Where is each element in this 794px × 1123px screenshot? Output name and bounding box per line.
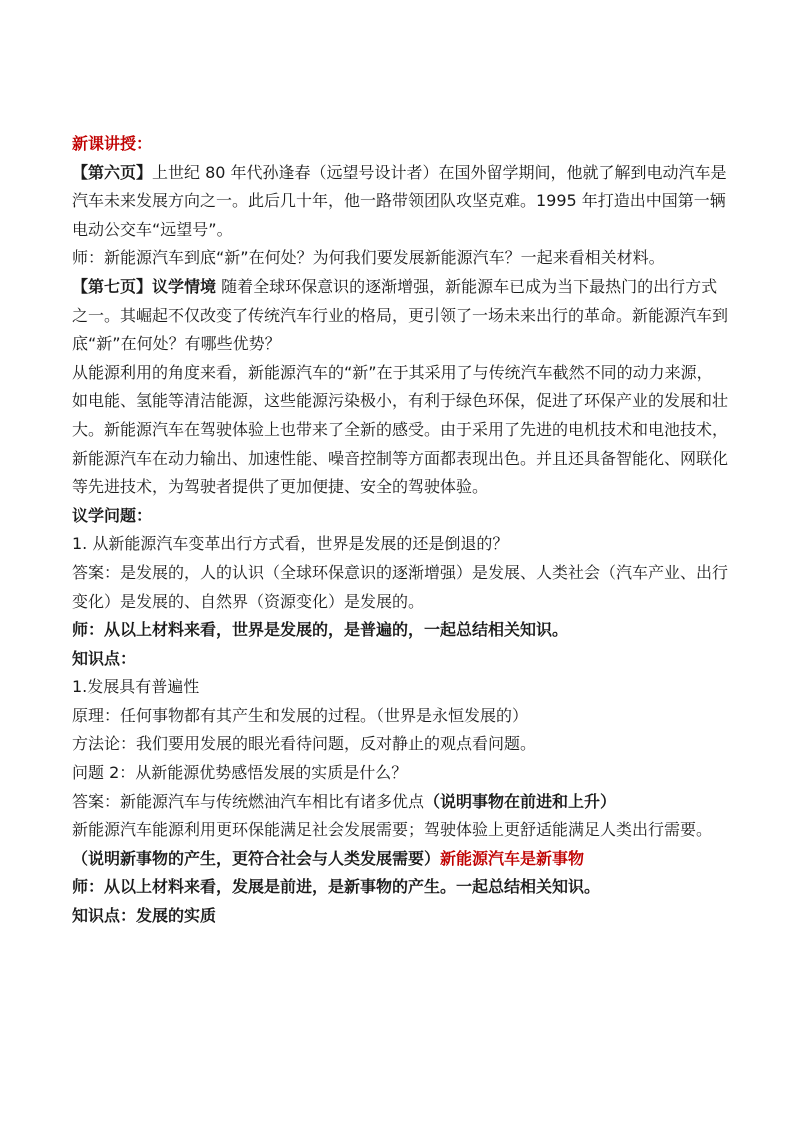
text-run: 【第六页】 [72, 162, 153, 182]
text-run: 如电能、氢能等清洁能源，这些能源污染极小，有利于绿色环保，促进了环保产业的发展和壮 [72, 391, 729, 411]
text-run: 电动公交车“远望号”。 [72, 219, 233, 239]
text-run: 之一。其崛起不仅改变了传统汽车行业的格局，更引领了一场未来出行的革命。新能源汽车到 [72, 305, 729, 325]
text-run: 汽车未来发展方向之一。此后几十年，他一路带领团队攻坚克难。1995 年打造出中国第一辆 [72, 191, 726, 211]
text-run: 变化）是发展的、自然界（资源变化）是发展的。 [72, 591, 425, 611]
text-line [72, 187, 734, 216]
text-line [72, 530, 734, 559]
text-run: 议学问题： [72, 505, 153, 525]
text-run: 等先进技术，为驾驶者提供了更加便捷、安全的驾驶体验。 [72, 477, 489, 497]
text-run: 问题 2：从新能源优势感悟发展的实质是什么？ [72, 763, 408, 783]
text-line [72, 502, 734, 531]
text-line [72, 816, 734, 845]
document-body [72, 159, 734, 931]
text-run: （说明事物在前进和上升） [424, 791, 617, 811]
text-run: 知识点：发展的实质 [72, 906, 217, 926]
text-run: 【第七页】议学情境 [72, 276, 217, 296]
text-run: 师：从以上材料来看，发展是前进，是新事物的产生。一起总结相关知识。 [72, 877, 601, 897]
text-line [72, 559, 734, 588]
text-line [72, 273, 734, 302]
section-title: 新课讲授： [72, 134, 153, 153]
text-line [72, 244, 734, 273]
text-line [72, 902, 734, 931]
text-line [72, 445, 734, 474]
text-run: 方法论：我们要用发展的眼光看待问题，反对静止的观点看问题。 [72, 734, 537, 754]
text-line [72, 702, 734, 731]
text-run: 从能源利用的角度来看，新能源汽车的“新”在于其采用了与传统汽车截然不同的动力来源， [72, 362, 713, 382]
text-line [72, 873, 734, 902]
text-run: 答案：是发展的，人的认识（全球环保意识的逐渐增强）是发展、人类社会（汽车产业、出行 [72, 562, 729, 582]
text-run: 原理：任何事物都有其产生和发展的过程。（世界是永恒发展的） [72, 705, 529, 725]
text-run: 新能源汽车能源利用更环保能满足社会发展需要；驾驶体验上更舒适能满足人类出行需要。 [72, 820, 713, 840]
text-line [72, 616, 734, 645]
text-line [72, 788, 734, 817]
text-run: 答案：新能源汽车与传统燃油汽车相比有诸多优点 [72, 791, 425, 811]
text-line [72, 416, 734, 445]
text-run: 1.发展具有普遍性 [72, 677, 200, 697]
text-line [72, 159, 734, 188]
text-line [72, 330, 734, 359]
text-run: 师：新能源汽车到底“新”在何处？为何我们要发展新能源汽车？一起来看相关材料。 [72, 248, 665, 268]
text-run: 新能源汽车在动力输出、加速性能、噪音控制等方面都表现出色。并且还具备智能化、网联化 [72, 448, 729, 468]
text-line [72, 216, 734, 245]
text-run: 知识点： [72, 648, 137, 668]
text-line [72, 645, 734, 674]
text-line [72, 387, 734, 416]
text-line [72, 730, 734, 759]
text-line [72, 759, 734, 788]
text-run: 师：从以上材料来看，世界是发展的，是普遍的，一起总结相关知识。 [72, 620, 569, 640]
text-line [72, 302, 734, 331]
text-run: （说明新事物的产生，更符合社会与人类发展需要） [72, 848, 441, 868]
text-line [72, 845, 734, 874]
text-run: 随着全球环保意识的逐渐增强，新能源车已成为当下最热门的出行方式 [216, 276, 718, 296]
text-line [72, 359, 734, 388]
text-run: 底“新”在何处？有哪些优势？ [72, 334, 281, 354]
text-line [72, 473, 734, 502]
text-run: 上世纪 80 年代孙逢春（远望号设计者）在国外留学期间，他就了解到电动汽车是 [152, 162, 727, 182]
text-run: 新能源汽车是新事物 [440, 848, 585, 868]
text-run: 大。新能源汽车在驾驶体验上也带来了全新的感受。由于采用了先进的电机技术和电池技术， [72, 419, 729, 439]
text-line [72, 673, 734, 702]
text-line [72, 588, 734, 617]
text-run: 1. 从新能源汽车变革出行方式看，世界是发展的还是倒退的？ [72, 534, 509, 554]
